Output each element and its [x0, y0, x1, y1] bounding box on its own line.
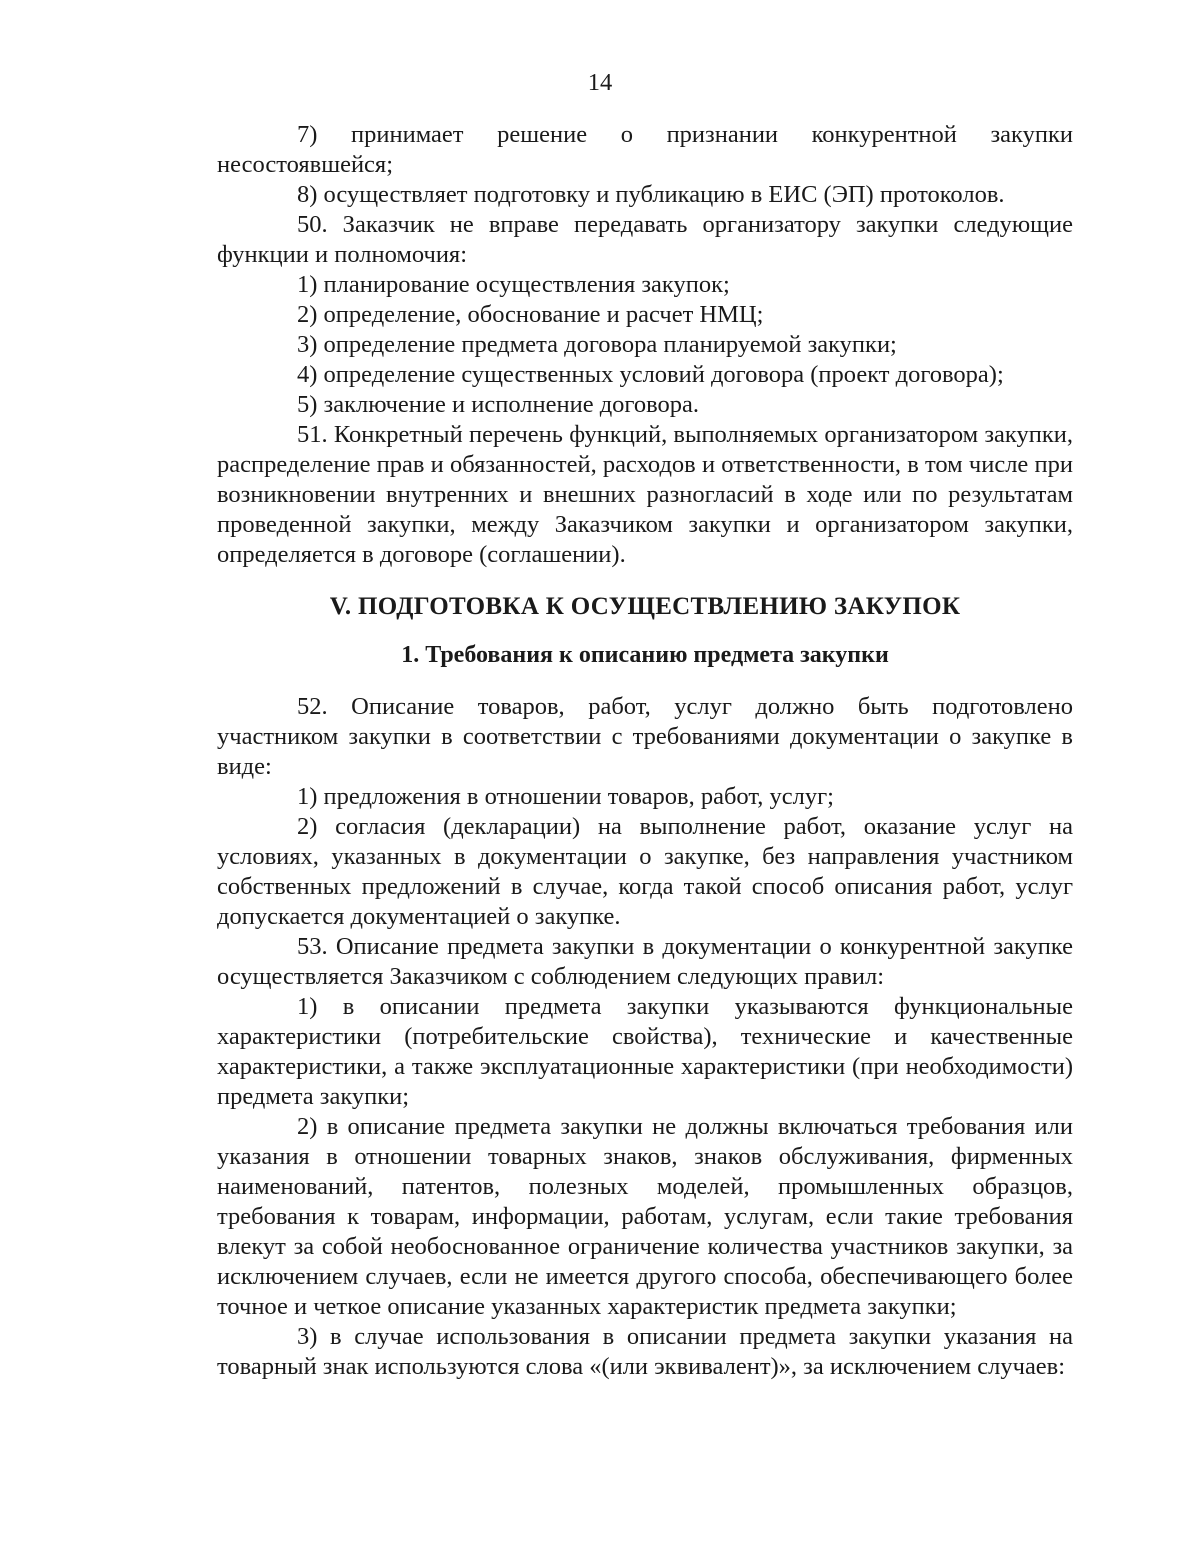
list-item: 4) определение существенных условий договора (проект договора);	[297, 361, 1004, 388]
list-item: 1) планирование осуществления закупок;	[297, 271, 730, 298]
list-item: 1) предложения в отношении товаров, работ, услуг;	[297, 783, 834, 810]
list-item: 2) в описание предмета закупки не должны включаться требования или указания в отношении товарных знаков, знаков обслуживания, фирменных наименований, патентов, полезных моделей, промышленных образцов, требования к товарам, информации, работам, услугам, если такие требования влекут за собой необоснованное ограничение количества участников закупки, за исключением случаев, если не имеется другого способа, обеспечивающего более точное и четкое описание указанных характеристик предмета закупки;	[217, 1113, 1073, 1320]
paragraph: 50. Заказчик не вправе передавать организатору закупки следующие функции и полномочия:	[217, 211, 1073, 268]
paragraph: 8) осуществляет подготовку и публикацию в ЕИС (ЭП) протоколов.	[297, 181, 1005, 208]
paragraph: 51. Конкретный перечень функций, выполняемых организатором закупки, распределение прав и обязанностей, расходов и ответственности, в том числе при возникновении внутренних и внешних разногласий в ходе или по результатам проведенной закупки, между Заказчиком закупки и организатором закупки, определяется в договоре (соглашении).	[217, 421, 1073, 568]
section-heading: V. ПОДГОТОВКА К ОСУЩЕСТВЛЕНИЮ ЗАКУПОК	[329, 593, 961, 620]
page-number: 14	[587, 69, 613, 96]
list-item: 2) определение, обоснование и расчет НМЦ;	[297, 301, 764, 328]
list-item: 3) определение предмета договора планируемой закупки;	[297, 331, 897, 358]
list-item: 3) в случае использования в описании предмета закупки указания на товарный знак используются слова «(или эквивалент)», за исключением случаев:	[217, 1323, 1073, 1380]
list-item: 5) заключение и исполнение договора.	[297, 391, 700, 418]
subsection-heading: 1. Требования к описанию предмета закупки	[401, 642, 889, 668]
list-item: 1) в описании предмета закупки указываются функциональные характеристики (потребительские свойства), технические и качественные характеристики, а также эксплуатационные характеристики (при необходимости) предмета закупки;	[217, 993, 1073, 1110]
paragraph: 7) принимает решение о признании конкурентной закупки несостоявшейся;	[217, 121, 1073, 178]
document-body	[217, 120, 1073, 1382]
list-item: 2) согласия (декларации) на выполнение работ, оказание услуг на условиях, указанных в документации о закупке, без направления участником собственных предложений в случае, когда такой способ описания работ, услуг допускается документацией о закупке.	[217, 813, 1073, 930]
paragraph: 52. Описание товаров, работ, услуг должно быть подготовлено участником закупки в соответствии с требованиями документации о закупке в виде:	[217, 693, 1073, 780]
paragraph: 53. Описание предмета закупки в документации о конкурентной закупке осуществляется Заказчиком с соблюдением следующих правил:	[217, 933, 1073, 990]
